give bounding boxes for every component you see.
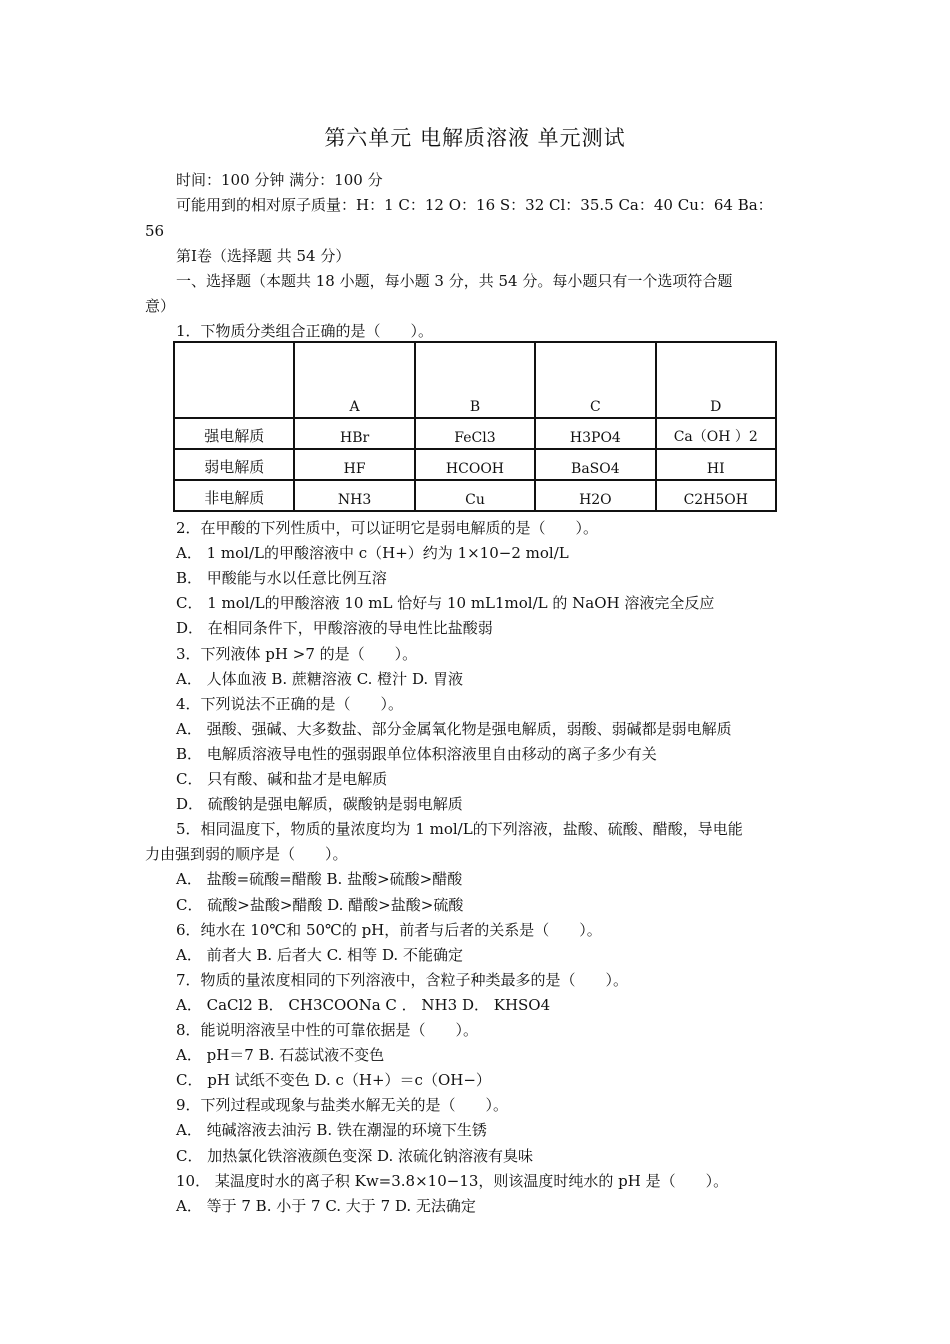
table-header-a: A — [294, 342, 414, 418]
question-line: C． 只有酸、碱和盐才是电解质 — [176, 770, 388, 788]
table-header-d: D — [656, 342, 776, 418]
question-line: A． 盐酸=硫酸=醋酸 B. 盐酸>硫酸>醋酸 — [176, 870, 463, 888]
row-label: 强电解质 — [174, 418, 294, 449]
table-cell: BaSO4 — [535, 449, 655, 480]
question-line: B． 甲酸能与水以任意比例互溶 — [176, 569, 387, 587]
table-cell: Ca（OH ）2 — [656, 418, 776, 449]
atomic-mass-line-cont: 56 — [145, 222, 165, 240]
question-line: B． 电解质溶液导电性的强弱跟单位体积溶液里自由移动的离子多少有关 — [176, 745, 657, 763]
table-cell: NH3 — [294, 480, 414, 511]
table-row — [174, 449, 776, 480]
question-1-stem: 1．下物质分类组合正确的是（ ）。 — [176, 322, 434, 340]
table-cell: C2H5OH — [656, 480, 776, 511]
question-line: A． 前者大 B. 后者大 C. 相等 D. 不能确定 — [176, 946, 463, 964]
question-line: C． 加热氯化铁溶液颜色变深 D. 浓硫化钠溶液有臭味 — [176, 1147, 534, 1165]
table-cell: HCOOH — [415, 449, 535, 480]
question-line: A． 1 mol/L的甲酸溶液中 c（H+）约为 1×10−2 mol/L — [176, 544, 569, 562]
question-line: A． CaCl2 B． CH3COONa C ． NH3 D． KHSO4 — [176, 996, 551, 1014]
section-heading-cont: 意） — [145, 297, 176, 315]
question-line: A． 人体血液 B. 蔗糖溶液 C. 橙汁 D. 胃液 — [176, 670, 463, 688]
question-line: 力由强到弱的顺序是（ ）。 — [145, 845, 348, 863]
question-line: 7．物质的量浓度相同的下列溶液中，含粒子种类最多的是（ ）。 — [176, 971, 629, 989]
question-line: 2．在甲酸的下列性质中，可以证明它是弱电解质的是（ ）。 — [176, 519, 599, 537]
question-line: D． 在相同条件下，甲酸溶液的导电性比盐酸弱 — [176, 619, 493, 637]
question-line: 5．相同温度下，物质的量浓度均为 1 mol/L的下列溶液，盐酸、硫酸、醋酸，导电能 — [176, 820, 743, 838]
table-cell: HF — [294, 449, 414, 480]
table-cell: Cu — [415, 480, 535, 511]
question-line: A． 强酸、强碱、大多数盐、部分金属氧化物是强电解质，弱酸、弱碱都是弱电解质 — [176, 720, 732, 738]
row-label: 弱电解质 — [174, 449, 294, 480]
row-label: 非电解质 — [174, 480, 294, 511]
table-row — [174, 480, 776, 511]
table-corner-cell — [174, 342, 294, 418]
table-cell: H3PO4 — [535, 418, 655, 449]
time-line: 时间：100 分钟 满分：100 分 — [176, 171, 383, 189]
table-cell: HI — [656, 449, 776, 480]
question-line: 3．下列液体 pH >7 的是（ ）。 — [176, 645, 418, 663]
question-line: 4．下列说法不正确的是（ ）。 — [176, 695, 404, 713]
question-line: C． 硫酸>盐酸>醋酸 D. 醋酸>盐酸>硫酸 — [176, 896, 464, 914]
classification-table — [173, 341, 777, 512]
part-heading: 第Ⅰ卷（选择题 共 54 分） — [176, 247, 351, 265]
table-header-c: C — [535, 342, 655, 418]
question-line: 9．下列过程或现象与盐类水解无关的是（ ）。 — [176, 1096, 509, 1114]
question-line: A． 等于 7 B. 小于 7 C. 大于 7 D. 无法确定 — [176, 1197, 476, 1215]
section-heading: 一、选择题（本题共 18 小题，每小题 3 分，共 54 分。每小题只有一个选项符合题 — [176, 272, 733, 290]
page-title: 第六单元 电解质溶液 单元测试 — [324, 126, 626, 150]
table-header-row — [174, 342, 776, 418]
table-cell: H2O — [535, 480, 655, 511]
table-cell: HBr — [294, 418, 414, 449]
question-line: 10． 某温度时水的离子积 Kw=3.8×10−13，则该温度时纯水的 pH 是（ ）。 — [176, 1172, 729, 1190]
question-line: A． pH＝7 B. 石蕊试液不变色 — [176, 1046, 385, 1064]
atomic-mass-line: 可能用到的相对原子质量：H：1 C：12 O：16 S：32 Cl：35.5 Ca：40 Cu：64 Ba： — [176, 196, 773, 214]
question-line: C． 1 mol/L的甲酸溶液 10 mL 恰好与 10 mL1mol/L 的 NaOH 溶液完全反应 — [176, 594, 715, 612]
table-header-b: B — [415, 342, 535, 418]
table-cell: FeCl3 — [415, 418, 535, 449]
question-line: A． 纯碱溶液去油污 B. 铁在潮湿的环境下生锈 — [176, 1121, 487, 1139]
question-line: C． pH 试纸不变色 D. c（H+）＝c（OH−） — [176, 1071, 491, 1089]
question-line: 6．纯水在 10℃和 50℃的 pH，前者与后者的关系是（ ）。 — [176, 921, 602, 939]
question-line: 8．能说明溶液呈中性的可靠依据是（ ）。 — [176, 1021, 479, 1039]
table-row — [174, 418, 776, 449]
question-line: D． 硫酸钠是强电解质，碳酸钠是弱电解质 — [176, 795, 463, 813]
